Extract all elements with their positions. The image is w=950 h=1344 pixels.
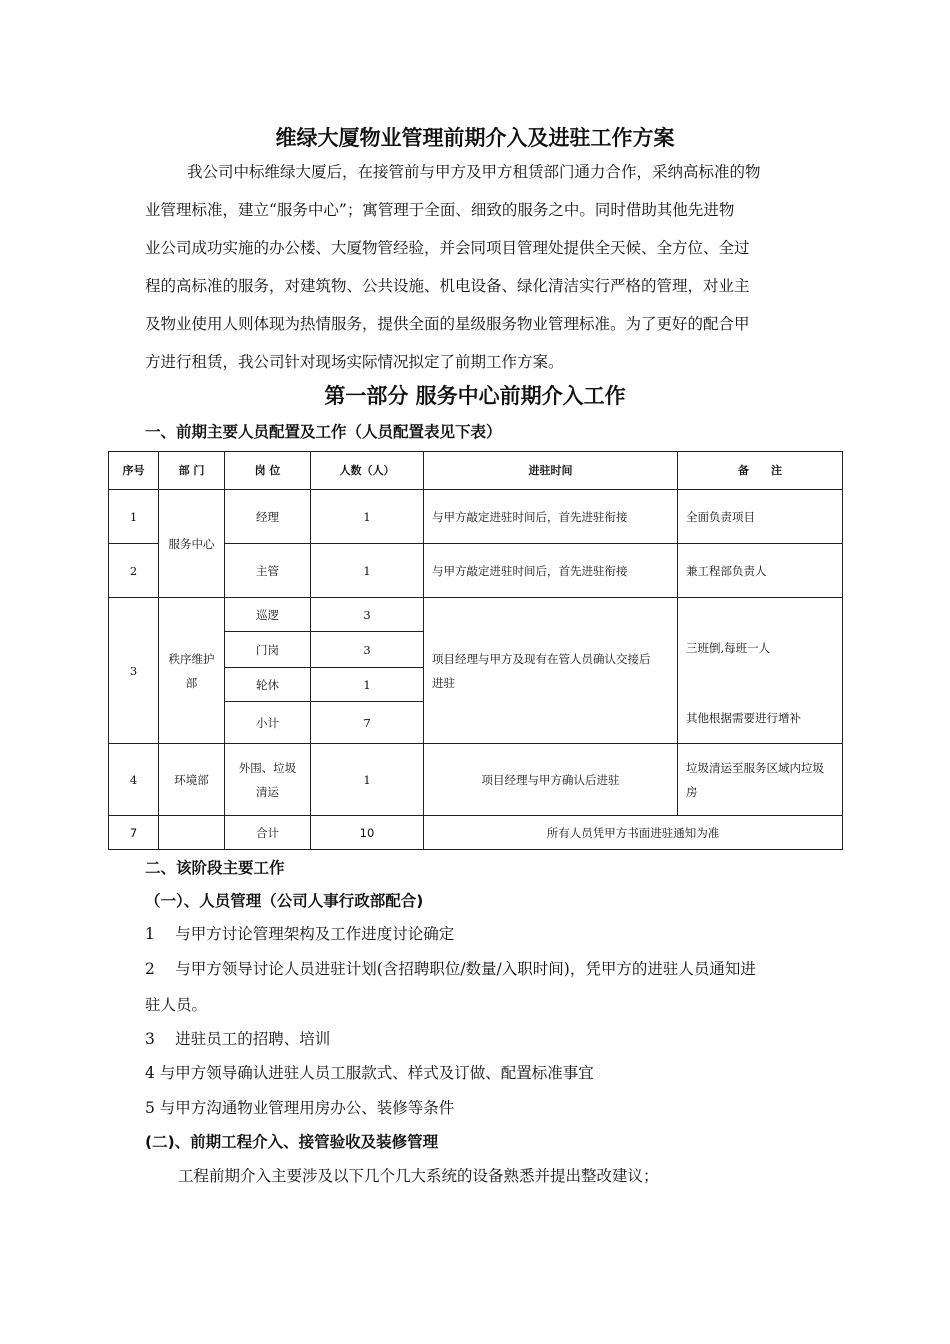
note-cell: 兼工程部负责人 (678, 544, 843, 598)
table-row (109, 490, 843, 544)
intro-line: 及物业使用人则体现为热情服务，提供全面的星级服务物业管理标准。为了更好的配合甲 (145, 315, 750, 333)
post-cell: 轮休 (225, 668, 311, 702)
table-total-row (109, 816, 843, 850)
count-cell: 3 (311, 632, 424, 668)
row-number: 7 (109, 816, 159, 850)
list-item: 2 与甲方领导讨论人员进驻计划(含招聘职位/数量/入职时间)，凭甲方的进驻人员通知进 (145, 960, 756, 978)
count-cell: 1 (311, 490, 424, 544)
header-cell: 进驻时间 (424, 452, 678, 490)
part-title: 第一部分 服务中心前期介入工作 (324, 383, 626, 408)
count-cell: 1 (311, 668, 424, 702)
count-cell: 1 (311, 544, 424, 598)
row-number: 1 (109, 490, 159, 544)
subsection-heading: （一）、人员管理（公司人事行政部配合) (145, 892, 424, 910)
table-row (109, 744, 843, 816)
count-cell: 1 (311, 744, 424, 816)
intro-line: 业公司成功实施的办公楼、大厦物管经验，并会同项目管理处提供全天候、全方位、全过 (145, 239, 750, 257)
time-cell: 项目经理与甲方确认后进驻 (424, 744, 678, 816)
note-line: 垃圾清运至服务区域内垃圾 (686, 760, 824, 775)
header-cell: 人数（人） (311, 452, 424, 490)
intro-line: 方进行租赁，我公司针对现场实际情况拟定了前期工作方案。 (145, 353, 564, 371)
list-item: 3 进驻员工的招聘、培训 (145, 1030, 331, 1048)
post-line: 外围、垃圾 (238, 760, 297, 775)
department-line: 秩序维护 (168, 651, 215, 666)
time-line: 项目经理与甲方及现有在管人员确认交接后 (432, 651, 651, 666)
body-text: 工程前期介入主要涉及以下几个几大系统的设备熟悉并提出整改建议； (178, 1167, 659, 1185)
note-line: 三班倒,每班一人 (686, 641, 771, 655)
header-cell: 备 注 (678, 452, 843, 490)
department-cell: 服务中心 (159, 490, 225, 598)
post-cell: 巡逻 (225, 598, 311, 632)
intro-line: 我公司中标维绿大厦后，在接管前与甲方及甲方租赁部门通力合作，采纳高标准的物 (187, 163, 761, 181)
post-cell: 合计 (225, 816, 311, 850)
department-cell (159, 598, 225, 744)
post-cell (225, 744, 311, 816)
post-cell: 主管 (225, 544, 311, 598)
document-title: 维绿大厦物业管理前期介入及进驻工作方案 (275, 125, 675, 150)
note-cell (678, 598, 843, 744)
department-cell: 环境部 (159, 744, 225, 816)
table-row (109, 598, 843, 632)
count-cell: 3 (311, 598, 424, 632)
post-cell: 小计 (225, 702, 311, 744)
list-item: 1 与甲方讨论管理架构及工作进度讨论确定 (145, 925, 455, 943)
header-cell: 部 门 (159, 452, 225, 490)
section-heading: 一、前期主要人员配置及工作（人员配置表见下表） (145, 423, 502, 441)
time-cell (424, 598, 678, 744)
table-header-row (109, 452, 843, 490)
staff-table (108, 451, 843, 850)
time-line: 进驻 (432, 675, 455, 690)
intro-line: 业管理标准，建立“服务中心”；寓管理于全面、细致的服务之中。同时借助其他先进物 (145, 201, 735, 219)
row-number: 4 (109, 744, 159, 816)
post-line: 清运 (256, 784, 279, 799)
note-cell: 所有人员凭甲方书面进驻通知为准 (424, 816, 843, 850)
post-cell: 门岗 (225, 632, 311, 668)
list-item: 5 与甲方沟通物业管理用房办公、装修等条件 (145, 1099, 455, 1117)
header-cell: 岗 位 (225, 452, 311, 490)
time-cell: 与甲方敲定进驻时间后，首先进驻衔接 (424, 490, 678, 544)
time-cell: 与甲方敲定进驻时间后，首先进驻衔接 (424, 544, 678, 598)
subsection-heading: (二)、前期工程介入、接管验收及装修管理 (145, 1133, 439, 1151)
count-cell: 7 (311, 702, 424, 744)
count-cell: 10 (311, 816, 424, 850)
row-number: 2 (109, 544, 159, 598)
post-cell: 经理 (225, 490, 311, 544)
row-number: 3 (109, 598, 159, 744)
section-heading: 二、该阶段主要工作 (145, 859, 285, 877)
list-item: 4 与甲方领导确认进驻人员工服款式、样式及订做、配置标准事宜 (145, 1064, 594, 1082)
department-line: 部 (185, 675, 198, 690)
intro-line: 程的高标准的服务，对建筑物、公共设施、机电设备、绿化清洁实行严格的管理，对业主 (145, 277, 750, 295)
note-cell: 全面负责项目 (678, 490, 843, 544)
note-cell (678, 744, 843, 816)
note-line: 其他根据需要进行增补 (686, 711, 801, 725)
department-cell (159, 816, 225, 850)
list-item: 驻人员。 (145, 996, 208, 1014)
note-line: 房 (686, 784, 698, 799)
header-cell: 序号 (109, 452, 159, 490)
